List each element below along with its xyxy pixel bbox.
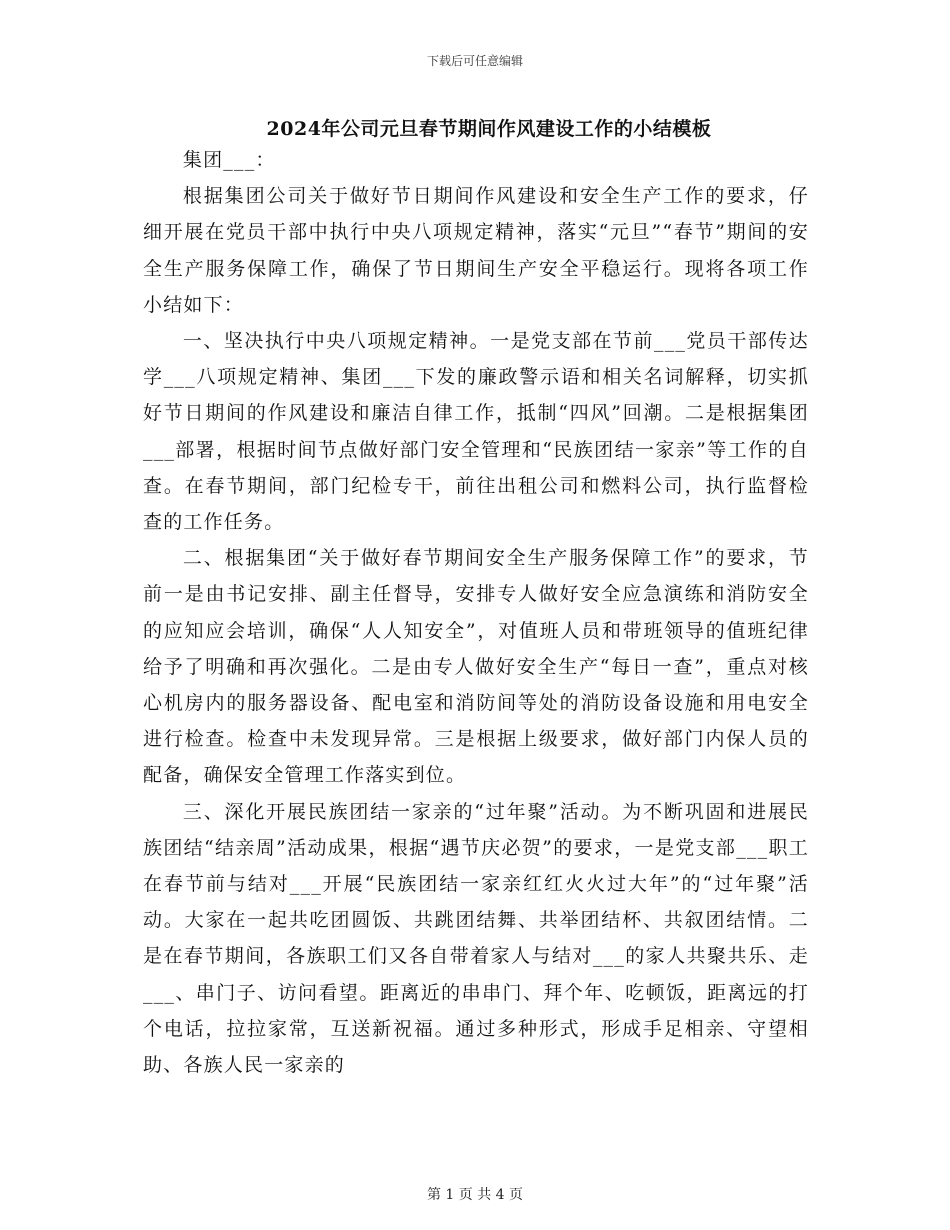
- paragraph-section-1: 一、坚决执行中央八项规定精神。一是党支部在节前___党员干部传达学___八项规定精神、集团___下发的廉政警示语和相关名词解释，切实抓好节日期间的作风建设和廉洁自律工作，抵制“四风”回潮。二是根据集团___部署，根据时间节点做好部门安全管理和“民族团结一家亲”等工作的自查。在春节期间，部门纪检专干，前往出租公司和燃料公司，执行监督检查的工作任务。: [143, 330, 809, 534]
- paragraph-section-2: 二、根据集团“关于做好春节期间安全生产服务保障工作”的要求，节前一是由书记安排、副主任督导，安排专人做好安全应急演练和消防安全的应知应会培训，确保“人人知安全”，对值班人员和带班领导的值班纪律给予了明确和再次强化。二是由专人做好安全生产“每日一查”，重点对核心机房内的服务器设备、配电室和消防间等处的消防设备设施和用电安全进行检查。检查中未发现异常。三是根据上级要求，做好部门内保人员的配备，确保安全管理工作落实到位。: [143, 547, 809, 787]
- paragraph-intro: 根据集团公司关于做好节日期间作风建设和安全生产工作的要求，仔细开展在党员干部中执行中央八项规定精神，落实“元旦”“春节”期间的安全生产服务保障工作，确保了节日期间生产安全平稳运行。现将各项工作小结如下：: [143, 185, 809, 316]
- page-header-note: 下载后可任意编辑: [426, 54, 523, 68]
- document-title: 2024年公司元旦春节期间作风建设工作的小结模板: [266, 118, 712, 140]
- document-body: [143, 142, 809, 1083]
- page-number-footer: 第 1 页 共 4 页: [426, 1187, 524, 1203]
- greeting-line: 集团___：: [182, 149, 276, 171]
- paragraph-section-3: 三、深化开展民族团结一家亲的“过年聚”活动。为不断巩固和进展民族团结“结亲周”活动成果，根据“遇节庆必贺”的要求，一是党支部___职工在春节前与结对___开展“民族团结一家亲红红火火过大年”的“过年聚”活动。大家在一起共吃团圆饭、共跳团结舞、共举团结杯、共叙团结情。二是在春节期间，各族职工们又各自带着家人与结对___的家人共聚共乐、走___、串门子、访问看望。距离近的串串门、拜个年、吃顿饭，距离远的打个电话，拉拉家常，互送新祝福。通过多种形式，形成手足相亲、守望相助、各族人民一家亲的: [143, 800, 809, 1077]
